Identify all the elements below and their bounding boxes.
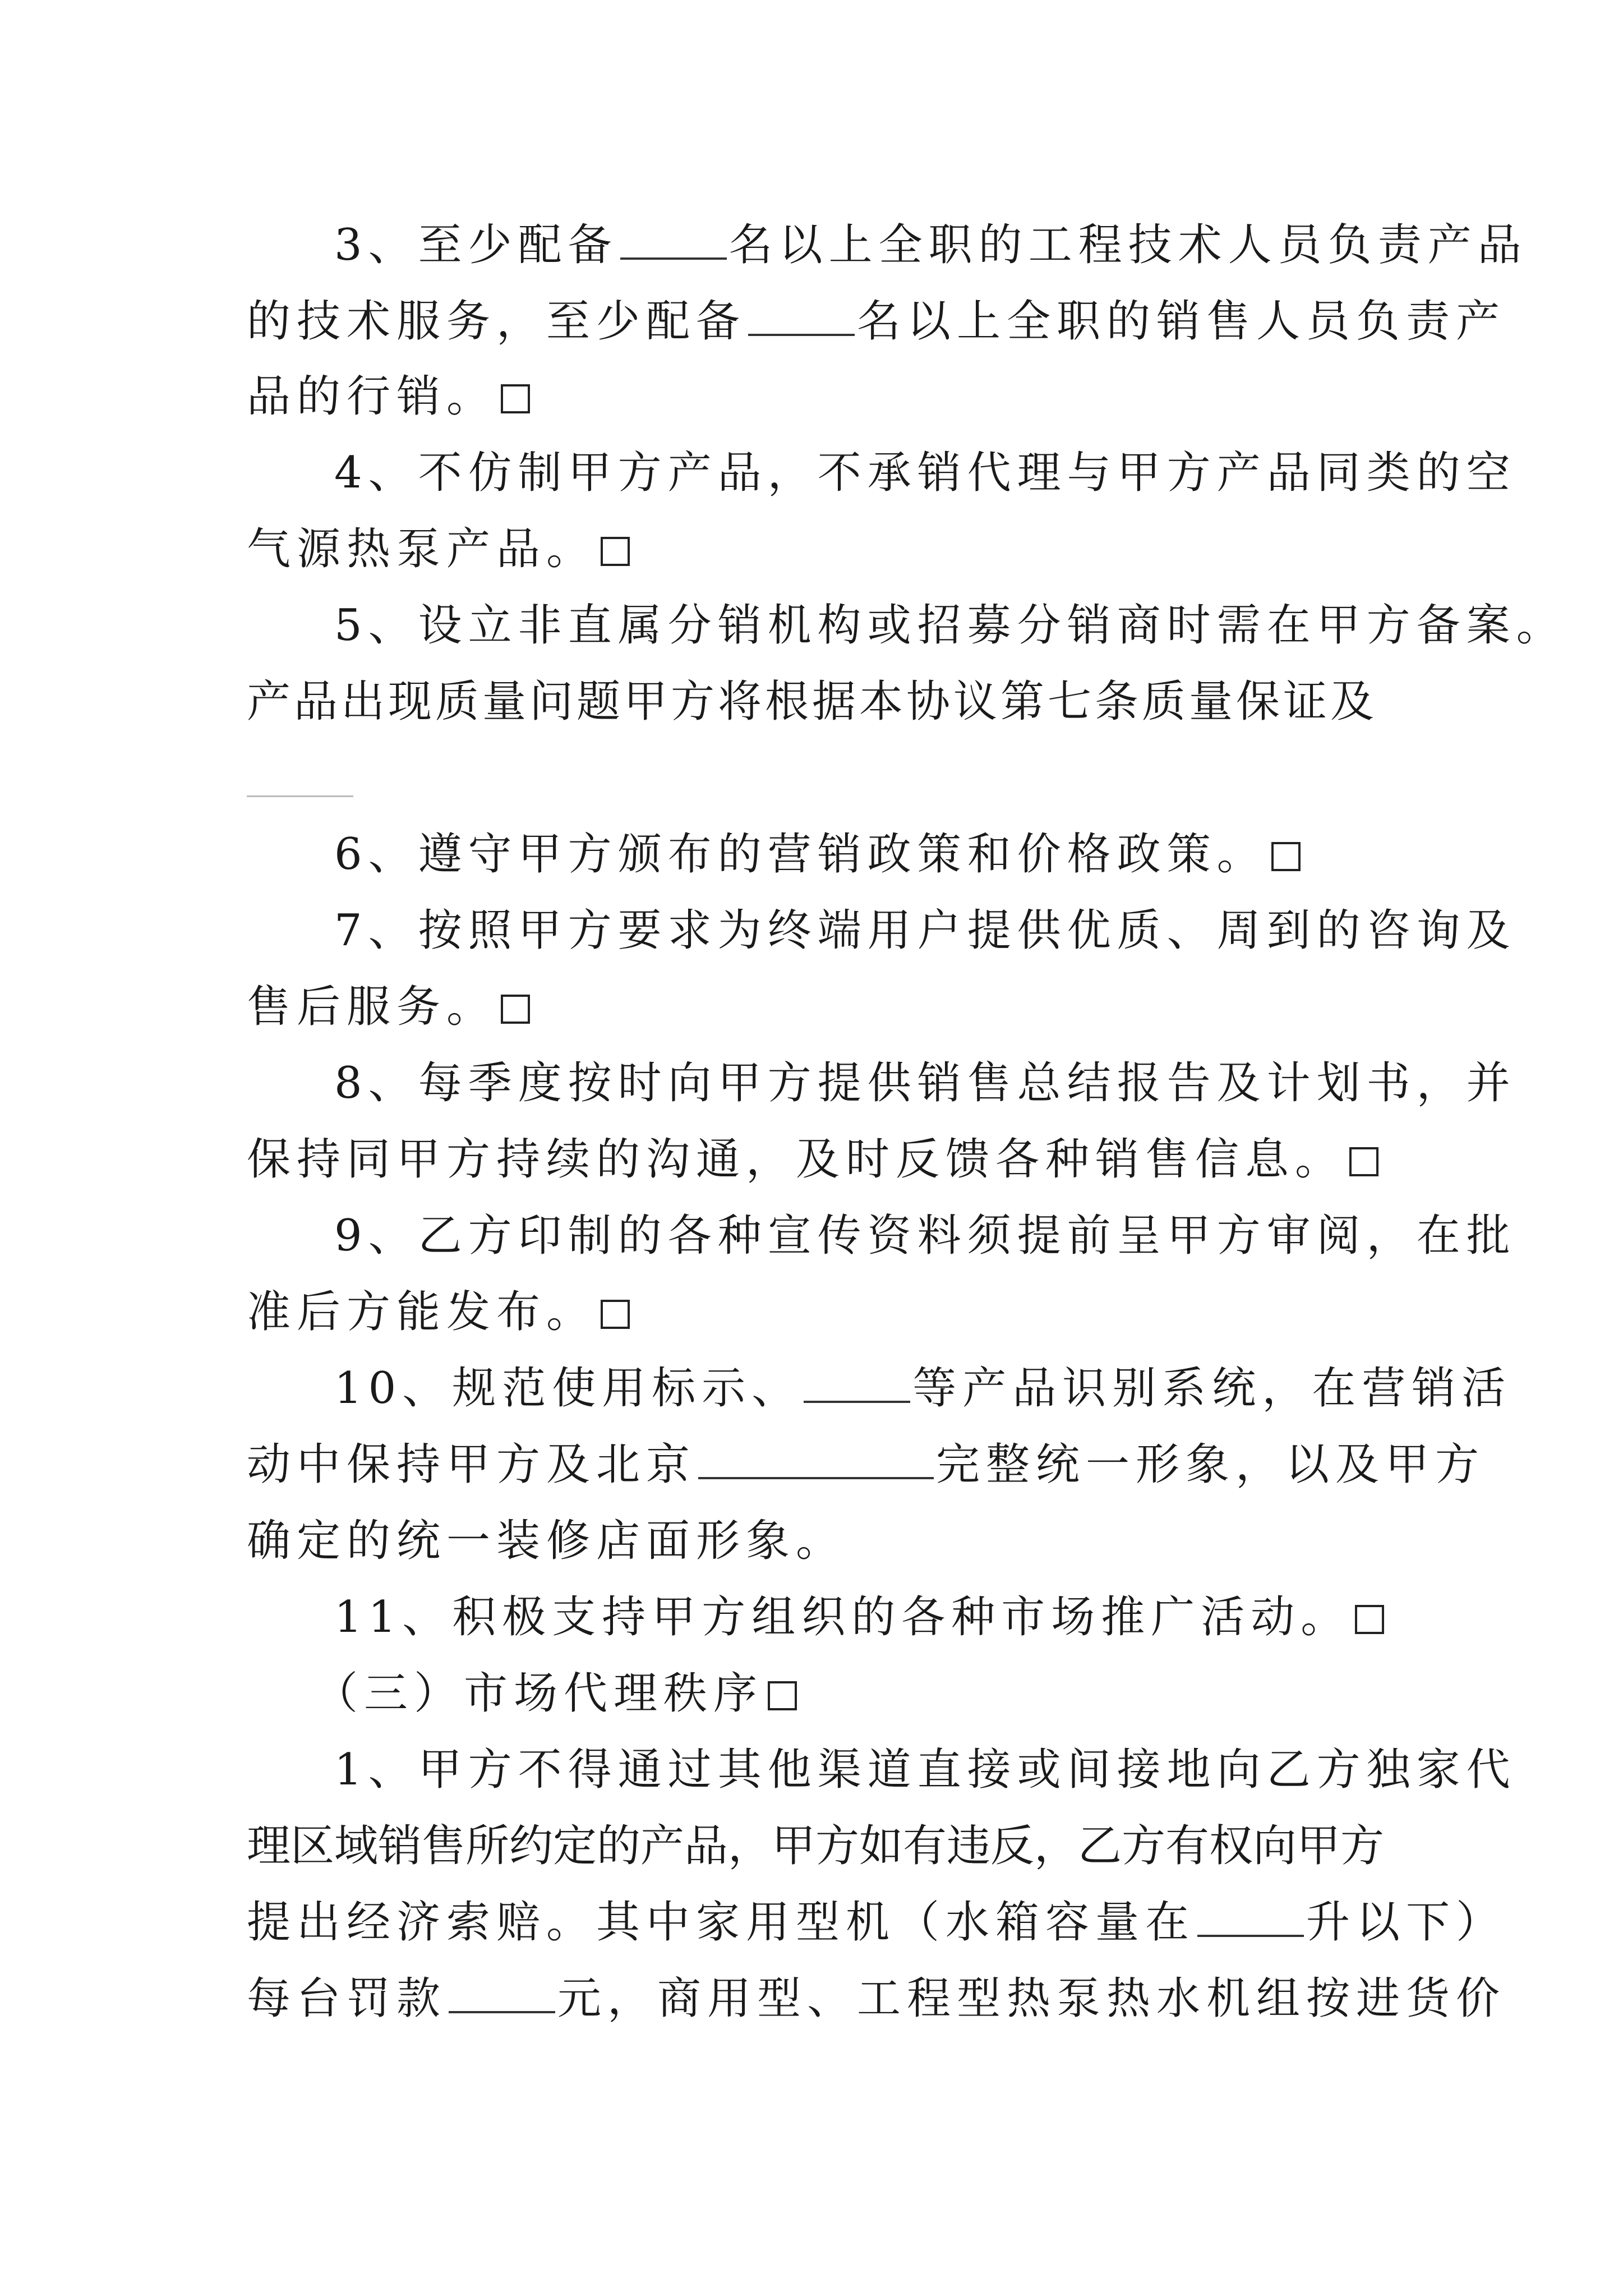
clause-3-line-2: 的技术服务，至少配备 名以上全职的销售人员负责产 [247, 296, 1506, 347]
fill-blank[interactable] [804, 1401, 910, 1403]
section-3-heading: （三）市场代理秩序 [314, 1672, 797, 1715]
checkbox[interactable] [501, 384, 530, 413]
clause-9-line-2: 准后方能发布。 [247, 1290, 630, 1334]
page-break-rule [247, 795, 353, 797]
checkbox[interactable] [601, 537, 630, 566]
order-clause-1-line-3: 提出经济索赔。其中家用型机（水箱容量在 升以下） [247, 1897, 1506, 1948]
clause-6-line-1: 6、遵守甲方颁布的营销政策和价格政策。 [334, 832, 1301, 876]
clause-8-line-2: 保持同甲方持续的沟通，及时反馈各种销售信息。 [247, 1138, 1378, 1181]
clause-4-line-1: 4、不仿制甲方产品，不承销代理与甲方产品同类的空 [334, 448, 1516, 498]
clause-4-line-2: 气源热泵产品。 [247, 527, 630, 571]
clause-9-line-1: 9、乙方印制的各种宣传资料须提前呈甲方审阅，在批 [334, 1211, 1516, 1261]
fill-blank[interactable] [698, 1477, 934, 1479]
clause-10-line-2: 动中保持甲方及北京 完整统一形象，以及甲方 [247, 1439, 1486, 1490]
clause-11-line-1: 11、积极支持甲方组织的各种市场推广活动。 [334, 1595, 1384, 1639]
fill-blank[interactable] [1197, 1935, 1304, 1937]
clause-10-line-1: 10、规范使用标示、 等产品识别系统，在营销活 [334, 1363, 1512, 1414]
clause-3-line-1: 3、至少配备 名以上全职的工程技术人员负责产品 [334, 220, 1528, 270]
fill-blank[interactable] [748, 334, 855, 336]
clause-7-line-1: 7、按照甲方要求为终端用户提供优质、周到的咨询及 [334, 905, 1516, 956]
order-clause-1-line-1: 1、甲方不得通过其他渠道直接或间接地向乙方独家代 [334, 1745, 1516, 1795]
order-clause-1-line-2: 理区域销售所约定的产品，甲方如有违反，乙方有权向甲方 [247, 1821, 1385, 1871]
checkbox[interactable] [1355, 1605, 1384, 1634]
checkbox[interactable] [601, 1300, 630, 1329]
clause-7-line-2: 售后服务。 [247, 985, 530, 1029]
order-clause-1-line-4: 每台罚款 元，商用型、工程型热泵热水机组按进货价 [247, 1973, 1506, 2024]
clause-8-line-1: 8、每季度按时向甲方提供销售总结报告及计划书，并 [334, 1058, 1516, 1108]
clause-5-line-1: 5、设立非直属分销机构或招募分销商时需在甲方备案。 [334, 600, 1566, 651]
clause-5-line-2: 产品出现质量问题甲方将根据本协议第七条质量保证及 [247, 677, 1374, 727]
checkbox[interactable] [1349, 1147, 1378, 1176]
checkbox[interactable] [768, 1681, 797, 1710]
clause-10-line-3: 确定的统一装修店面形象。 [247, 1516, 846, 1566]
clause-3-line-3: 品的行销。 [247, 375, 530, 418]
checkbox[interactable] [501, 995, 530, 1024]
fill-blank[interactable] [449, 2011, 555, 2013]
checkbox[interactable] [1271, 842, 1301, 871]
fill-blank[interactable] [620, 257, 727, 260]
